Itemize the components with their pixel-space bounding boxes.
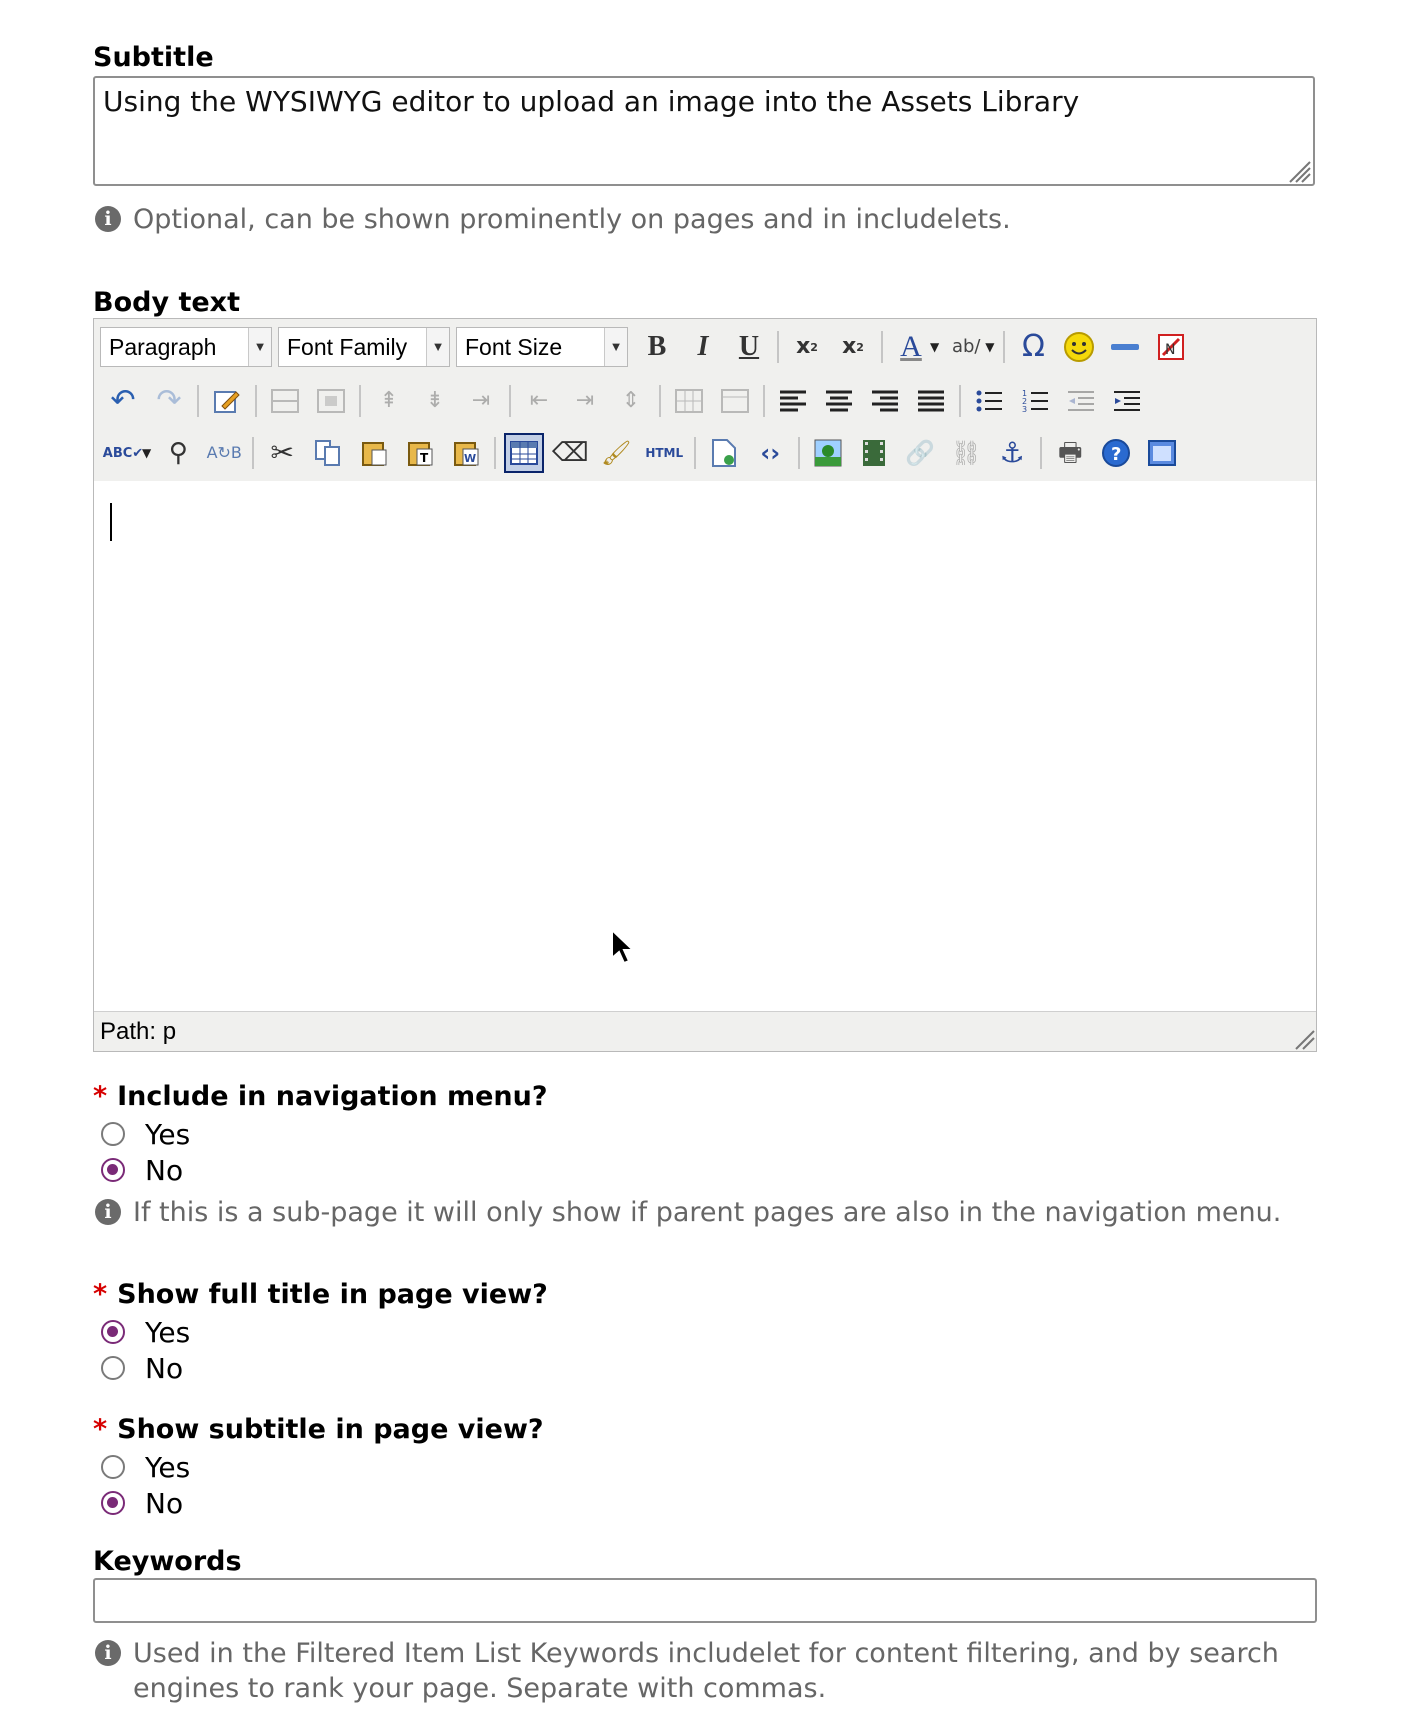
subtitle-help	[95, 202, 1011, 237]
horizontal-rule-icon[interactable]	[1105, 327, 1145, 367]
radio-button[interactable]	[101, 1455, 125, 1479]
toolbar-separator	[959, 385, 961, 417]
subtitle-help-text: Optional, can be shown prominently on pages and in includelets.	[133, 204, 1011, 235]
toolbar-separator	[1040, 437, 1042, 469]
toolbar-separator	[494, 437, 496, 469]
code-icon[interactable]: ‹›	[760, 439, 781, 467]
radio-button[interactable]	[101, 1491, 125, 1515]
unlink-icon[interactable]: ⛓	[951, 439, 982, 467]
special-char-icon[interactable]: Ω	[1022, 329, 1045, 364]
nav-menu-help	[95, 1195, 1281, 1230]
show-subtitle-label-text: Show subtitle in page view?	[117, 1414, 544, 1445]
chevron-down-icon[interactable]: ▼	[142, 446, 152, 460]
toolbar-separator	[777, 331, 779, 363]
font-size-select-value: Font Size	[465, 334, 563, 360]
nav-menu-label	[93, 1079, 548, 1115]
toolbar-row-3	[100, 431, 1185, 475]
text-caret	[110, 503, 112, 541]
merge-cells-icon[interactable]	[715, 381, 755, 421]
keywords-label: Keywords	[93, 1546, 242, 1577]
full-title-label	[93, 1277, 548, 1313]
insert-file-icon[interactable]	[704, 433, 744, 473]
required-mark: *	[93, 1081, 108, 1112]
paste-icon[interactable]	[354, 433, 394, 473]
superscript-icon[interactable]: x 2	[842, 334, 864, 359]
nav-menu-label-text: Include in navigation menu?	[117, 1081, 548, 1112]
format-select[interactable]	[100, 327, 272, 367]
svg-text:2: 2	[1022, 397, 1028, 406]
replace-icon[interactable]: A↻B	[206, 443, 242, 462]
radio-button[interactable]	[101, 1356, 125, 1380]
edit-css-icon[interactable]	[207, 381, 247, 421]
subscript-icon[interactable]: x 2	[796, 334, 818, 359]
insert-row-before-icon[interactable]: ⇞	[379, 388, 399, 413]
toolbar-separator	[798, 437, 800, 469]
keywords-input[interactable]	[93, 1578, 1317, 1623]
print-icon[interactable]: 🖶	[1057, 438, 1083, 468]
toolbar-separator	[694, 437, 696, 469]
anchor-icon[interactable]: ⚓	[999, 436, 1025, 469]
font-family-select-value: Font Family	[287, 334, 408, 360]
indent-icon[interactable]	[1107, 381, 1147, 421]
find-icon[interactable]: ⚲	[168, 438, 188, 468]
info-icon: i	[95, 206, 121, 232]
paste-text-icon[interactable]	[400, 433, 440, 473]
keywords-help-text	[133, 1636, 1279, 1706]
svg-text:T: T	[420, 451, 429, 465]
required-mark: *	[93, 1414, 108, 1445]
redo-icon[interactable]: ↷	[156, 383, 182, 418]
nav-menu-option-no[interactable]	[101, 1152, 183, 1188]
subtitle-label: Subtitle	[93, 42, 214, 73]
mouse-pointer-icon	[610, 928, 636, 966]
highlight-color-icon[interactable]: ab/	[951, 336, 981, 357]
align-center-icon[interactable]	[819, 381, 859, 421]
radio-button[interactable]	[101, 1122, 125, 1146]
format-select-value: Paragraph	[109, 334, 217, 360]
toolbar-row-2	[100, 379, 1150, 423]
chevron-down-icon[interactable]: ▼	[930, 340, 940, 354]
body-text-label: Body text	[93, 287, 240, 318]
text-color-icon[interactable]: A	[900, 330, 922, 363]
align-left-icon[interactable]	[773, 381, 813, 421]
bullet-list-icon[interactable]	[969, 381, 1009, 421]
insert-row-after-icon[interactable]: ⇟	[425, 388, 445, 413]
numbered-list-icon[interactable]	[1015, 381, 1055, 421]
insert-media-icon[interactable]	[854, 433, 894, 473]
svg-text:N: N	[1165, 342, 1176, 358]
fullscreen-icon[interactable]	[1142, 433, 1182, 473]
insert-col-after-icon[interactable]: ⇥	[575, 388, 595, 413]
radio-label: No	[145, 1486, 184, 1520]
help-icon[interactable]	[1096, 433, 1136, 473]
toolbar-separator	[763, 385, 765, 417]
editor-path: Path: p	[100, 1018, 177, 1045]
chevron-down-icon: ▼	[248, 328, 271, 366]
italic-icon[interactable]: I	[697, 331, 709, 362]
show-subtitle-label	[93, 1412, 544, 1448]
toolbar-separator	[252, 437, 254, 469]
spellcheck-icon[interactable]: ABC✔	[102, 445, 144, 461]
insert-table-icon[interactable]	[504, 433, 544, 473]
split-cells-icon[interactable]	[669, 381, 709, 421]
keywords-help-line-1: Used in the Filtered Item List Keywords includelet for content filtering, and by search	[133, 1638, 1279, 1669]
wysiwyg-editor	[93, 318, 1317, 1052]
radio-label: Yes	[145, 1315, 191, 1349]
insert-col-before-icon[interactable]: ⇤	[529, 388, 549, 413]
outdent-icon[interactable]	[1061, 381, 1101, 421]
toolbar-separator	[1003, 331, 1005, 363]
show-subtitle-option-no[interactable]	[101, 1485, 183, 1521]
radio-button[interactable]	[101, 1158, 125, 1182]
chevron-down-icon: ▼	[604, 328, 627, 366]
table-cell-props-icon[interactable]	[311, 381, 351, 421]
radio-label: Yes	[145, 1450, 191, 1484]
eraser-icon[interactable]: ⌫	[551, 438, 589, 468]
keywords-help-line-2: engines to rank your page. Separate with commas.	[133, 1673, 827, 1704]
svg-text:3: 3	[1022, 405, 1028, 412]
svg-text:1: 1	[1022, 390, 1028, 398]
full-title-option-no[interactable]	[101, 1350, 183, 1386]
undo-icon[interactable]: ↶	[110, 383, 136, 418]
emoticon-icon[interactable]	[1059, 327, 1099, 367]
toolbar-separator	[359, 385, 361, 417]
editor-statusbar	[94, 1011, 1316, 1051]
cut-icon[interactable]: ✂	[270, 436, 294, 469]
align-justify-icon[interactable]	[911, 381, 951, 421]
subtitle-textarea[interactable]	[93, 76, 1315, 186]
toolbar-separator	[659, 385, 661, 417]
delete-row-icon[interactable]: ⇥	[471, 388, 491, 413]
table-row-props-icon[interactable]	[265, 381, 305, 421]
nav-menu-option-yes[interactable]	[101, 1116, 190, 1152]
font-family-select[interactable]	[278, 327, 450, 367]
keywords-help	[95, 1636, 1279, 1706]
cleanup-icon[interactable]: 🖌	[601, 439, 632, 467]
chevron-down-icon: ▼	[426, 328, 449, 366]
info-icon: i	[95, 1199, 121, 1225]
font-size-select[interactable]	[456, 327, 628, 367]
chevron-down-icon[interactable]: ▼	[985, 340, 995, 354]
nav-menu-help-text: If this is a sub-page it will only show if parent pages are also in the navigation menu.	[133, 1197, 1282, 1228]
required-mark: *	[93, 1279, 108, 1310]
align-right-icon[interactable]	[865, 381, 905, 421]
toolbar-separator	[255, 385, 257, 417]
paste-word-icon[interactable]	[446, 433, 486, 473]
info-icon: i	[95, 1640, 121, 1666]
radio-label: Yes	[145, 1117, 191, 1151]
html-source-icon[interactable]: HTML	[645, 446, 684, 460]
resize-grip-icon[interactable]	[1290, 1025, 1316, 1051]
insert-image-icon[interactable]	[808, 433, 848, 473]
copy-icon[interactable]	[308, 433, 348, 473]
remove-format-icon[interactable]	[1151, 327, 1191, 367]
svg-text:W: W	[464, 452, 477, 465]
link-icon[interactable]: 🔗	[905, 439, 936, 467]
full-title-label-text: Show full title in page view?	[117, 1279, 548, 1310]
full-title-option-yes[interactable]	[101, 1314, 190, 1350]
toolbar-separator	[197, 385, 199, 417]
show-subtitle-option-yes[interactable]	[101, 1449, 190, 1485]
underline-icon[interactable]: U	[738, 331, 760, 362]
editor-content-area[interactable]	[94, 481, 1316, 1011]
toolbar-row-1	[100, 325, 1194, 369]
radio-button[interactable]	[101, 1320, 125, 1344]
radio-label: No	[145, 1351, 184, 1385]
resize-grip-icon[interactable]	[1286, 158, 1312, 184]
toolbar-separator	[881, 331, 883, 363]
toolbar-separator	[509, 385, 511, 417]
editor-toolbar	[94, 319, 1316, 482]
delete-col-icon[interactable]: ⇕	[621, 388, 641, 413]
svg-text:?: ?	[1111, 444, 1122, 465]
bold-icon[interactable]: B	[647, 331, 667, 362]
radio-label: No	[145, 1153, 184, 1187]
